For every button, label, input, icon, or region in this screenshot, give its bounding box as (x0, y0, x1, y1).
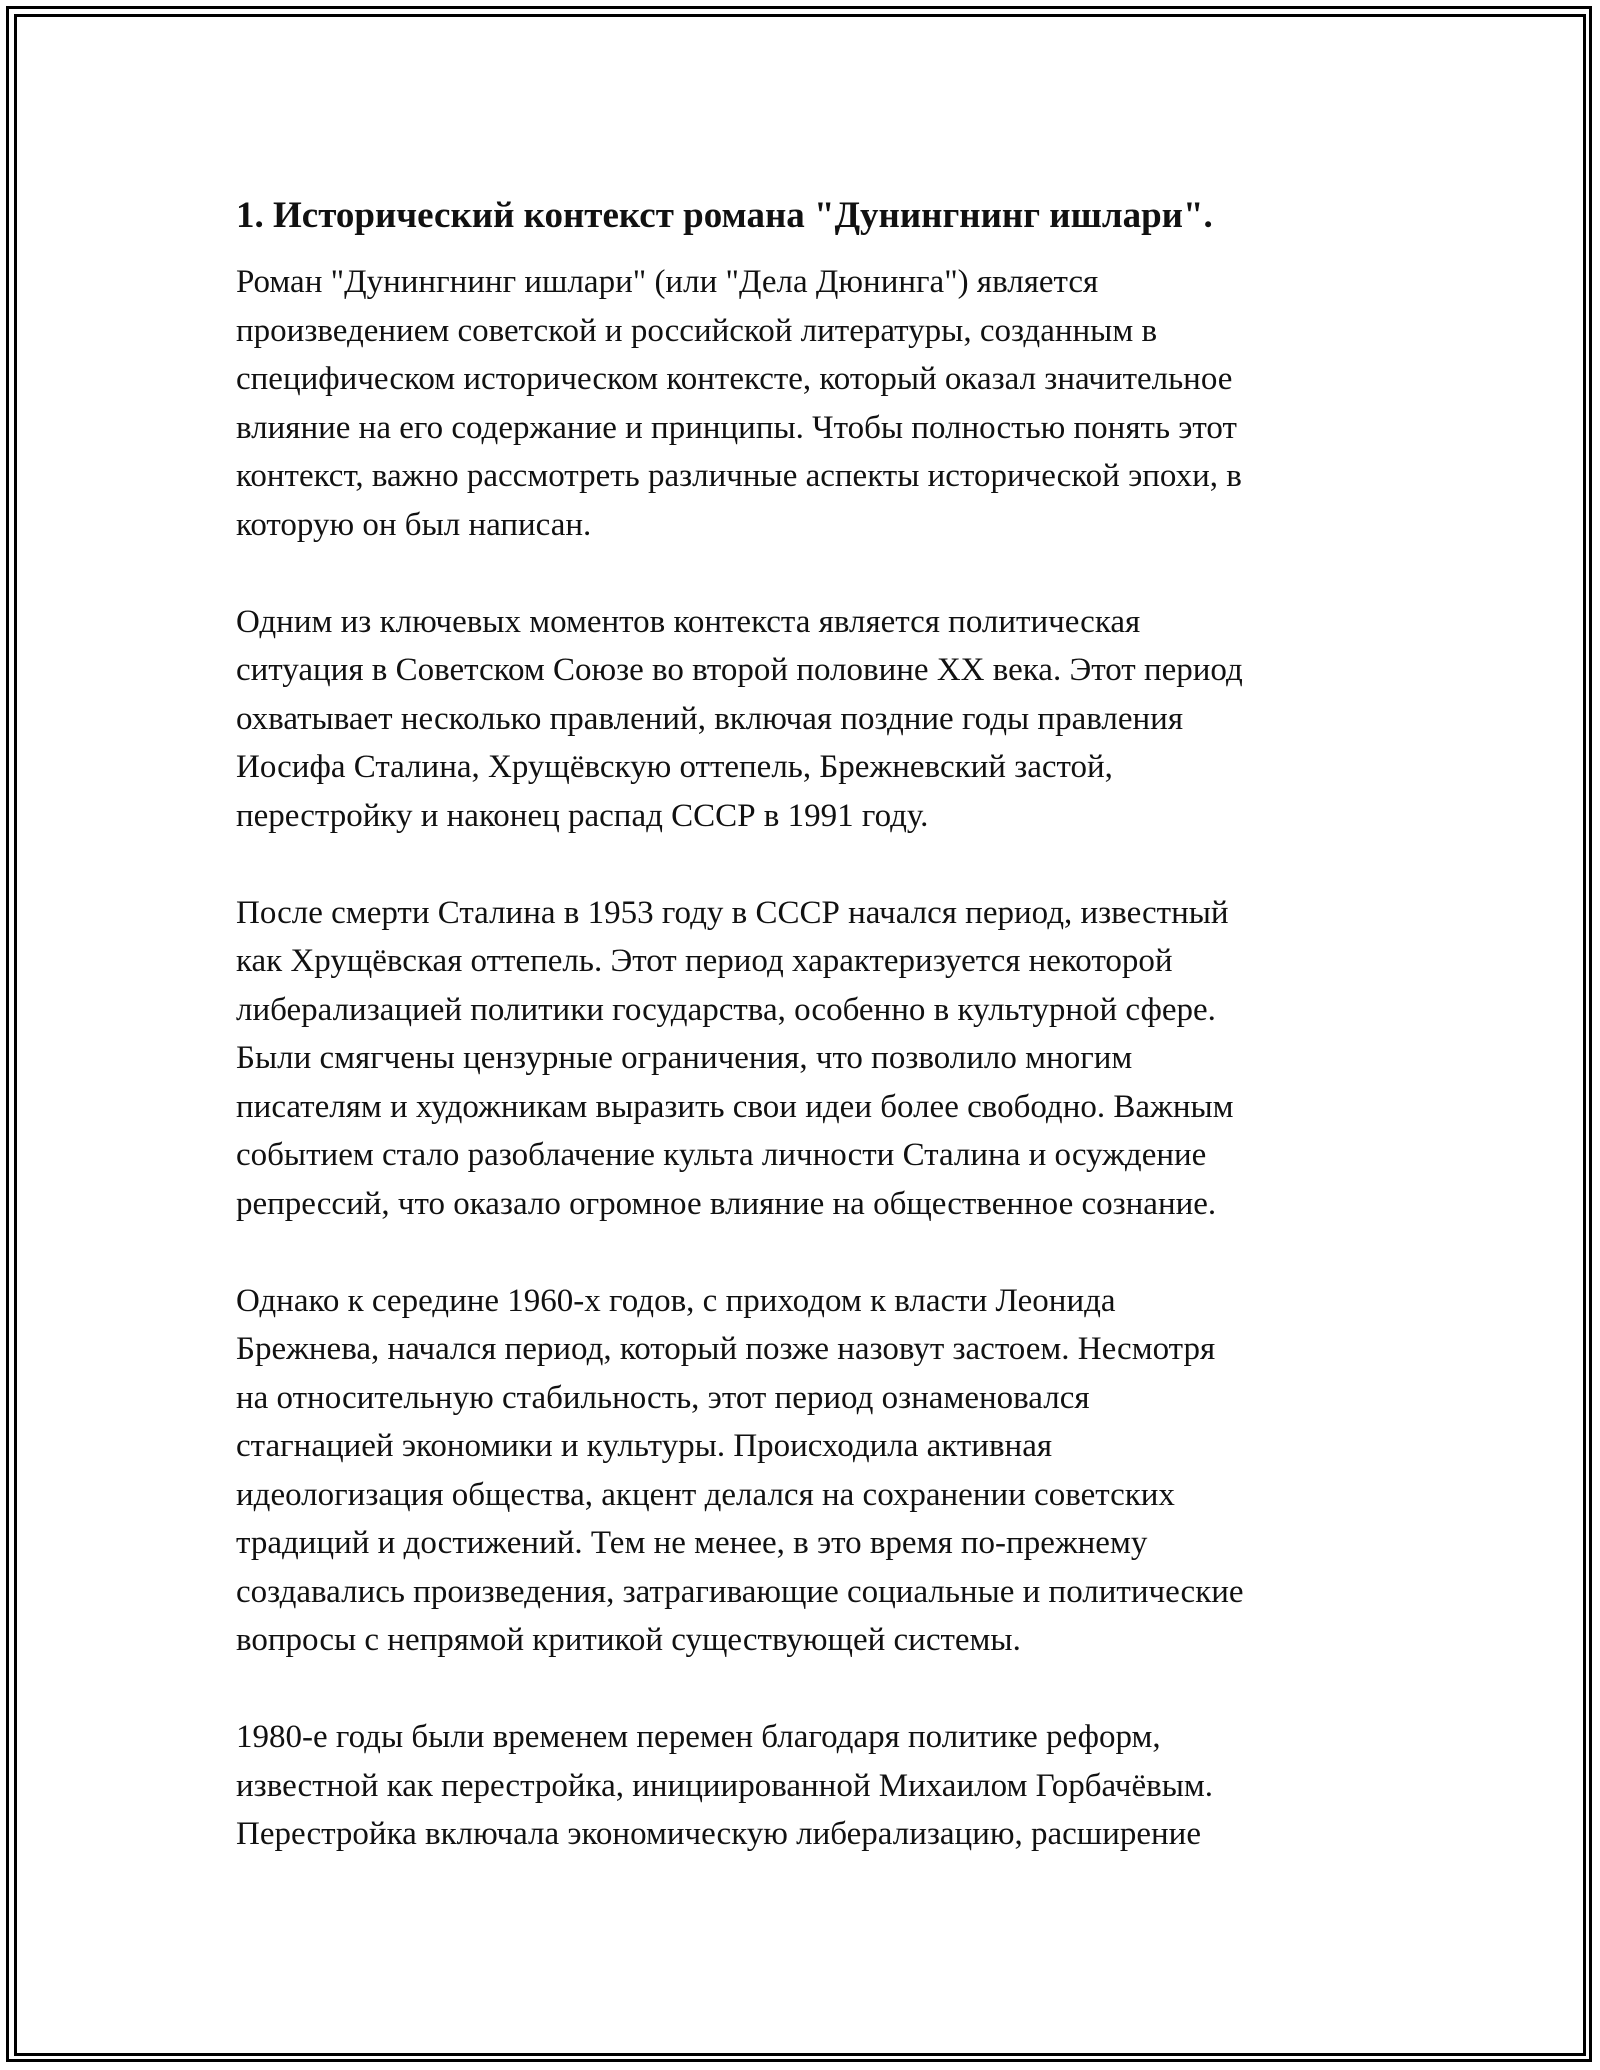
document-page (236, 190, 1376, 1907)
text-line: репрессий, что оказало огромное влияние на общественное сознание. (236, 1185, 1217, 1222)
text-line: 1980-е годы были временем перемен благодаря политике реформ, (236, 1719, 1161, 1755)
paragraph-political-situation (236, 598, 1376, 841)
text-line: либерализацией политики государства, особенно в культурной сфере. (236, 991, 1216, 1028)
text-line: традиций и достижений. Тем не менее, в это время по-прежнему (236, 1525, 1148, 1561)
text-line: Были смягчены цензурные ограничения, что позволило многим (236, 1040, 1133, 1076)
text-line: После смерти Сталина в 1953 году в СССР начался период, известный (236, 894, 1229, 931)
text-line: стагнацией экономики и культуры. Происходила активная (236, 1428, 1053, 1464)
text-line: перестройку и наконец распад СССР в 1991 году. (236, 797, 929, 834)
text-line: писателям и художникам выразить свои идеи более свободно. Важным (236, 1088, 1234, 1125)
text-line: Перестройка включала экономическую либерализацию, расширение (236, 1816, 1201, 1852)
text-line: идеологизация общества, акцент делался на сохранении советских (236, 1476, 1175, 1513)
section-heading: 1. Исторический контекст романа "Дунингнинг ишлари". (236, 195, 1213, 236)
text-line: ситуация в Советском Союзе во второй половине XX века. Этот период (236, 652, 1243, 688)
paragraph-thaw (236, 889, 1376, 1229)
text-line: Однако к середине 1960-х годов, с приходом к власти Леонида (236, 1282, 1116, 1319)
text-line: на относительную стабильность, этот период ознаменовался (236, 1379, 1090, 1416)
text-line: Одним из ключевых моментов контекста является политическая (236, 603, 1141, 640)
paragraph-perestroika (236, 1713, 1376, 1859)
text-line: контекст, важно рассмотреть различные аспекты исторической эпохи, в (236, 458, 1242, 494)
text-line: вопросы с непрямой критикой существующей системы. (236, 1622, 1021, 1658)
text-line: влияние на его содержание и принципы. Чтобы полностью понять этот (236, 409, 1237, 446)
text-line: которую он был написан. (236, 506, 592, 543)
text-line: произведением советской и российской литературы, созданным в (236, 312, 1158, 349)
paragraph-intro (236, 258, 1376, 549)
text-line: Брежнева, начался период, который позже назовут застоем. Несмотря (236, 1331, 1216, 1367)
text-line: охватывает несколько правлений, включая поздние годы правления (236, 700, 1183, 737)
text-line: Иосифа Сталина, Хрущёвскую оттепель, Брежневский застой, (236, 749, 1113, 785)
paragraph-stagnation (236, 1277, 1376, 1665)
text-line: Роман "Дунингнинг ишлари" (или "Дела Дюнинга") является (236, 264, 1099, 300)
text-line: создавались произведения, затрагивающие социальные и политические (236, 1573, 1244, 1610)
text-line: как Хрущёвская оттепель. Этот период характеризуется некоторой (236, 943, 1173, 979)
text-line: известной как перестройка, инициированной Михаилом Горбачёвым. (236, 1767, 1213, 1804)
text-line: специфическом историческом контексте, который оказал значительное (236, 361, 1233, 397)
text-line: событием стало разоблачение культа личности Сталина и осуждение (236, 1137, 1207, 1173)
